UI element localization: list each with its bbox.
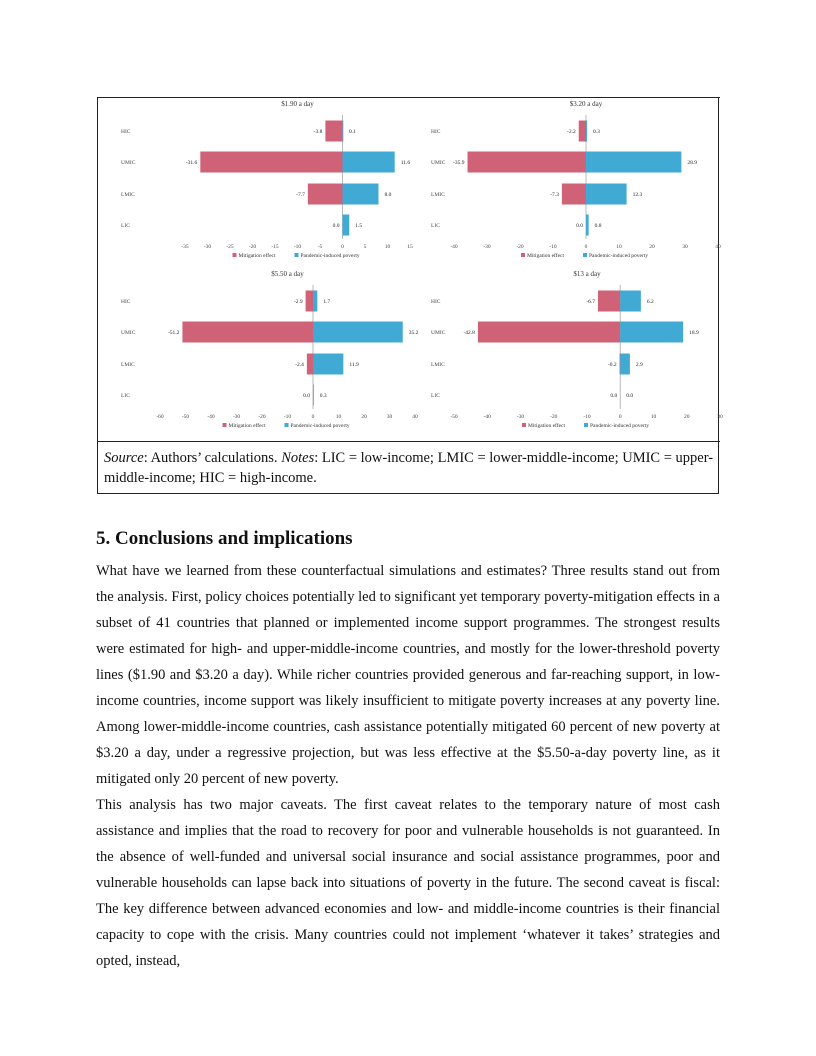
panel-320-pandemic-label-hic: 0.3 [592, 129, 600, 135]
panel-190-mitigation-label-umic: -31.6 [185, 160, 198, 166]
panel-550-mitigation-label-lic: 0.0 [303, 393, 310, 399]
panel-320-tick: 0 [584, 244, 588, 250]
panel-1300-tick: 10 [650, 414, 657, 420]
panel-550-title: $5.50 a day [271, 270, 304, 278]
panel-320-legend-pandemic: Pandemic-induced poverty [589, 253, 649, 259]
panel-320-category-umic: UMIC [431, 160, 446, 166]
panel-1300-category-hic: HIC [431, 299, 441, 305]
panel-190-pandemic-label-hic: 0.1 [348, 129, 356, 135]
panel-320-tick: -20 [516, 244, 524, 250]
panel-320-tick: -40 [450, 244, 458, 250]
panel-320-category-hic: HIC [431, 129, 441, 135]
panel-320-mitigation-label-lic: 0.0 [576, 223, 583, 229]
panel-1300-tick: -40 [483, 414, 491, 420]
panel-1300-tick: 20 [684, 414, 690, 420]
panel-550-mitigation-bar-umic [182, 322, 313, 343]
panel-1300-pandemic-label-lmic: 2.9 [635, 362, 643, 368]
panel-190-category-hic: HIC [121, 129, 131, 135]
panel-320-tick: 40 [715, 244, 721, 250]
panel-320-pandemic-bar-hic [586, 121, 587, 142]
panel-320-legend-mitigation-swatch [521, 253, 525, 257]
panel-190-mitigation-bar-umic [200, 152, 342, 173]
panel-1300-tick: -20 [550, 414, 558, 420]
poverty-charts [98, 97, 723, 437]
panel-1300-title: $13 a day [573, 270, 601, 278]
panel-320-pandemic-bar-lic [586, 215, 589, 236]
panel-190-category-lic: LIC [121, 223, 130, 229]
panel-190-pandemic-label-umic: 11.6 [400, 160, 411, 166]
panel-1300-tick: -30 [516, 414, 525, 420]
panel-550-pandemic-label-lic: 0.3 [319, 393, 327, 399]
panel-320-mitigation-bar-hic [579, 121, 586, 142]
panel-550-pandemic-bar-umic [313, 322, 403, 343]
figure-caption [98, 441, 720, 488]
panel-550-tick: -40 [207, 414, 215, 420]
panel-550-tick: 20 [361, 414, 367, 420]
panel-1300-category-lic: LIC [431, 393, 440, 399]
panel-190-legend-pandemic-swatch [295, 253, 299, 257]
panel-320-tick: -10 [549, 244, 557, 250]
panel-190-pandemic-label-lmic: 8.0 [384, 192, 392, 198]
panel-550-legend-pandemic-swatch [285, 423, 289, 427]
panel-1300-pandemic-bar-lmic [620, 354, 630, 375]
panel-190-category-lmic: LMIC [121, 192, 135, 198]
panel-190-tick: -5 [317, 244, 323, 250]
panel-550-category-umic: UMIC [121, 330, 136, 336]
panel-1300-category-umic: UMIC [431, 330, 446, 336]
panel-190-mitigation-bar-lmic [308, 184, 343, 205]
panel-550-legend-mitigation: Mitigation effect [228, 423, 266, 429]
panel-320-tick: 30 [682, 244, 688, 250]
panel-1300-legend-pandemic-swatch [584, 423, 588, 427]
figure-box [97, 97, 723, 494]
panel-550-category-lic: LIC [121, 393, 130, 399]
panel-1300-tick: 0 [618, 414, 622, 420]
panel-550-mitigation-label-lmic: -2.4 [295, 362, 304, 368]
panel-190-mitigation-bar-hic [325, 121, 342, 142]
panel-550-mitigation-bar-hic [306, 291, 313, 312]
panel-190-category-umic: UMIC [121, 160, 136, 166]
panel-190-tick: 0 [341, 244, 344, 250]
panel-1300-legend-mitigation: Mitigation effect [528, 423, 566, 429]
panel-190-pandemic-bar-hic [343, 121, 344, 142]
panel-1300-mitigation-bar-umic [478, 322, 620, 343]
panel-1300-legend-pandemic: Pandemic-induced poverty [590, 423, 650, 429]
panel-190-mitigation-label-lic: 0.0 [332, 223, 340, 229]
paragraph-2: This analysis has two major caveats. The first caveat relates to the temporary nature of most cash assistance and implies that the road to recovery for poor and vulnerable households is not guaranteed. In the absence of well-funded and universal social insurance and social assistance programmes, poor and vulnerable households can lapse back into situations of poverty in the future. The second caveat is fiscal: The key difference between advanced economies and low- and middle-income countries is their financial capacity to cope with the crisis. Many countries could not implement ‘whatever it takes’ strategies and opted, instead, [96, 797, 720, 969]
panel-190-pandemic-bar-umic [343, 152, 395, 173]
panel-1300-mitigation-label-umic: -42.8 [463, 330, 475, 336]
panel-190-pandemic-bar-lic [343, 215, 350, 236]
panel-320-mitigation-bar-lmic [562, 184, 586, 205]
panel-550-category-hic: HIC [121, 299, 131, 305]
panel-550-category-lmic: LMIC [121, 362, 135, 368]
panel-320-mitigation-bar-umic [468, 152, 586, 173]
panel-1300-legend-mitigation-swatch [522, 423, 526, 427]
panel-320-tick: 20 [649, 244, 655, 250]
panel-550-mitigation-label-umic: -51.2 [167, 330, 180, 336]
panel-550-tick: 10 [335, 414, 342, 420]
panel-1300-tick: -50 [450, 414, 458, 420]
panel-190-tick: 5 [363, 244, 367, 250]
panel-320-pandemic-bar-umic [586, 152, 681, 173]
panel-550-tick: -60 [156, 414, 164, 420]
paragraph-1: What have we learned from these counterfactual simulations and estimates? Three results stand out from the analysis. First, policy choices potentially led to significant yet temporary poverty-mitigation effects in a subset of 41 countries that planned or implemented income support programmes. The strongest results were estimated for high- and upper-middle-income countries, and mostly for the lower-threshold poverty lines ($1.90 and $3.20 a day). While richer countries provided generous and far-reaching support, in low-income countries, income support was likely insufficient to mitigate poverty increases at any poverty line. Among lower-middle-income countries, cash assistance potentially mitigated 60 percent of new poverty at $3.20 a day, under a regressive projection, but was less effective at the $5.50-a-day poverty line, as it mitigated only 20 percent of new poverty. [96, 563, 720, 787]
notes-label: Notes [281, 450, 315, 466]
panel-550-legend-mitigation-swatch [223, 423, 227, 427]
panel-550-tick: -20 [258, 414, 266, 420]
panel-1300-mitigation-label-hic: -6.7 [586, 299, 595, 305]
panel-190-tick: 10 [384, 244, 391, 250]
panel-320-mitigation-label-lmic: -7.3 [550, 192, 559, 198]
panel-190-tick: 15 [407, 244, 413, 250]
panel-190-tick: -10 [293, 244, 302, 250]
panel-550-pandemic-label-lmic: 11.9 [349, 362, 359, 368]
panel-550-pandemic-bar-lic [313, 385, 314, 406]
panel-550-pandemic-label-hic: 1.7 [323, 299, 331, 305]
panel-1300-pandemic-label-lic: 0.0 [626, 393, 634, 399]
panel-320-mitigation-label-umic: -35.9 [453, 160, 465, 166]
panel-190-pandemic-label-lic: 1.5 [355, 223, 363, 229]
panel-320-pandemic-label-umic: 28.9 [687, 160, 697, 166]
section-title: 5. Conclusions and implications [96, 528, 353, 549]
panel-320-pandemic-label-lmic: 12.3 [632, 192, 643, 198]
panel-190-tick: -20 [248, 244, 257, 250]
panel-1300-category-lmic: LMIC [431, 362, 445, 368]
panel-550-mitigation-label-hic: -2.9 [293, 299, 303, 305]
panel-320-mitigation-label-hic: -2.2 [567, 129, 576, 135]
source-label: Source [104, 450, 144, 466]
notes-text: : LIC = low-income; LMIC = lower-middle-income; UMIC = upper-middle-income; HIC = high-income. [104, 450, 714, 486]
panel-190-tick: -25 [226, 244, 234, 250]
panel-1300-pandemic-bar-hic [620, 291, 641, 312]
panel-320-legend-pandemic-swatch [583, 253, 587, 257]
panel-1300-mitigation-label-lmic: -0.2 [607, 362, 617, 368]
panel-1300-tick: 30 [717, 414, 723, 420]
panel-190-mitigation-label-lmic: -7.7 [296, 192, 305, 198]
panel-550-legend-pandemic: Pandemic-induced poverty [290, 423, 350, 429]
panel-550-mitigation-bar-lmic [307, 354, 313, 375]
source-text: : Authors’ calculations. [143, 450, 282, 466]
panel-320-category-lic: LIC [431, 223, 440, 229]
panel-1300-tick: -10 [583, 414, 591, 420]
panel-320-tick: 10 [616, 244, 622, 250]
panel-190-mitigation-label-hic: -3.8 [313, 129, 323, 135]
panel-1300-mitigation-bar-hic [598, 291, 620, 312]
panel-550-tick: 30 [386, 414, 393, 420]
panel-320-pandemic-label-lic: 0.8 [594, 223, 602, 229]
panel-550-tick: -50 [181, 414, 190, 420]
panel-320-category-lmic: LMIC [431, 192, 445, 198]
panel-320-title: $3.20 a day [569, 100, 603, 108]
panel-1300-pandemic-label-hic: 6.2 [646, 299, 654, 305]
panel-190-legend-mitigation: Mitigation effect [238, 253, 276, 259]
panel-190-tick: -15 [271, 244, 279, 250]
panel-1300-pandemic-label-umic: 18.9 [689, 330, 699, 336]
panel-190-pandemic-bar-lmic [343, 184, 379, 205]
panel-320-legend-mitigation: Mitigation effect [527, 253, 565, 259]
panel-190-legend-mitigation-swatch [233, 253, 237, 257]
panel-550-tick: 40 [412, 414, 418, 420]
panel-1300-pandemic-bar-umic [620, 322, 683, 343]
panel-550-pandemic-bar-lmic [313, 354, 343, 375]
panel-550-pandemic-bar-hic [313, 291, 317, 312]
panel-320-pandemic-bar-lmic [586, 184, 627, 205]
panel-550-tick: 0 [311, 414, 315, 420]
panel-550-tick: -10 [283, 414, 292, 420]
panel-550-pandemic-label-umic: 35.2 [408, 330, 419, 336]
panel-550-tick: -30 [232, 414, 241, 420]
panel-190-tick: -35 [181, 244, 189, 250]
panel-190-title: $1.90 a day [281, 100, 314, 108]
panel-190-tick: -30 [203, 244, 212, 250]
panel-1300-mitigation-label-lic: 0.0 [610, 393, 618, 399]
panel-320-tick: -30 [483, 244, 491, 250]
panel-190-legend-pandemic: Pandemic-induced poverty [300, 253, 360, 259]
